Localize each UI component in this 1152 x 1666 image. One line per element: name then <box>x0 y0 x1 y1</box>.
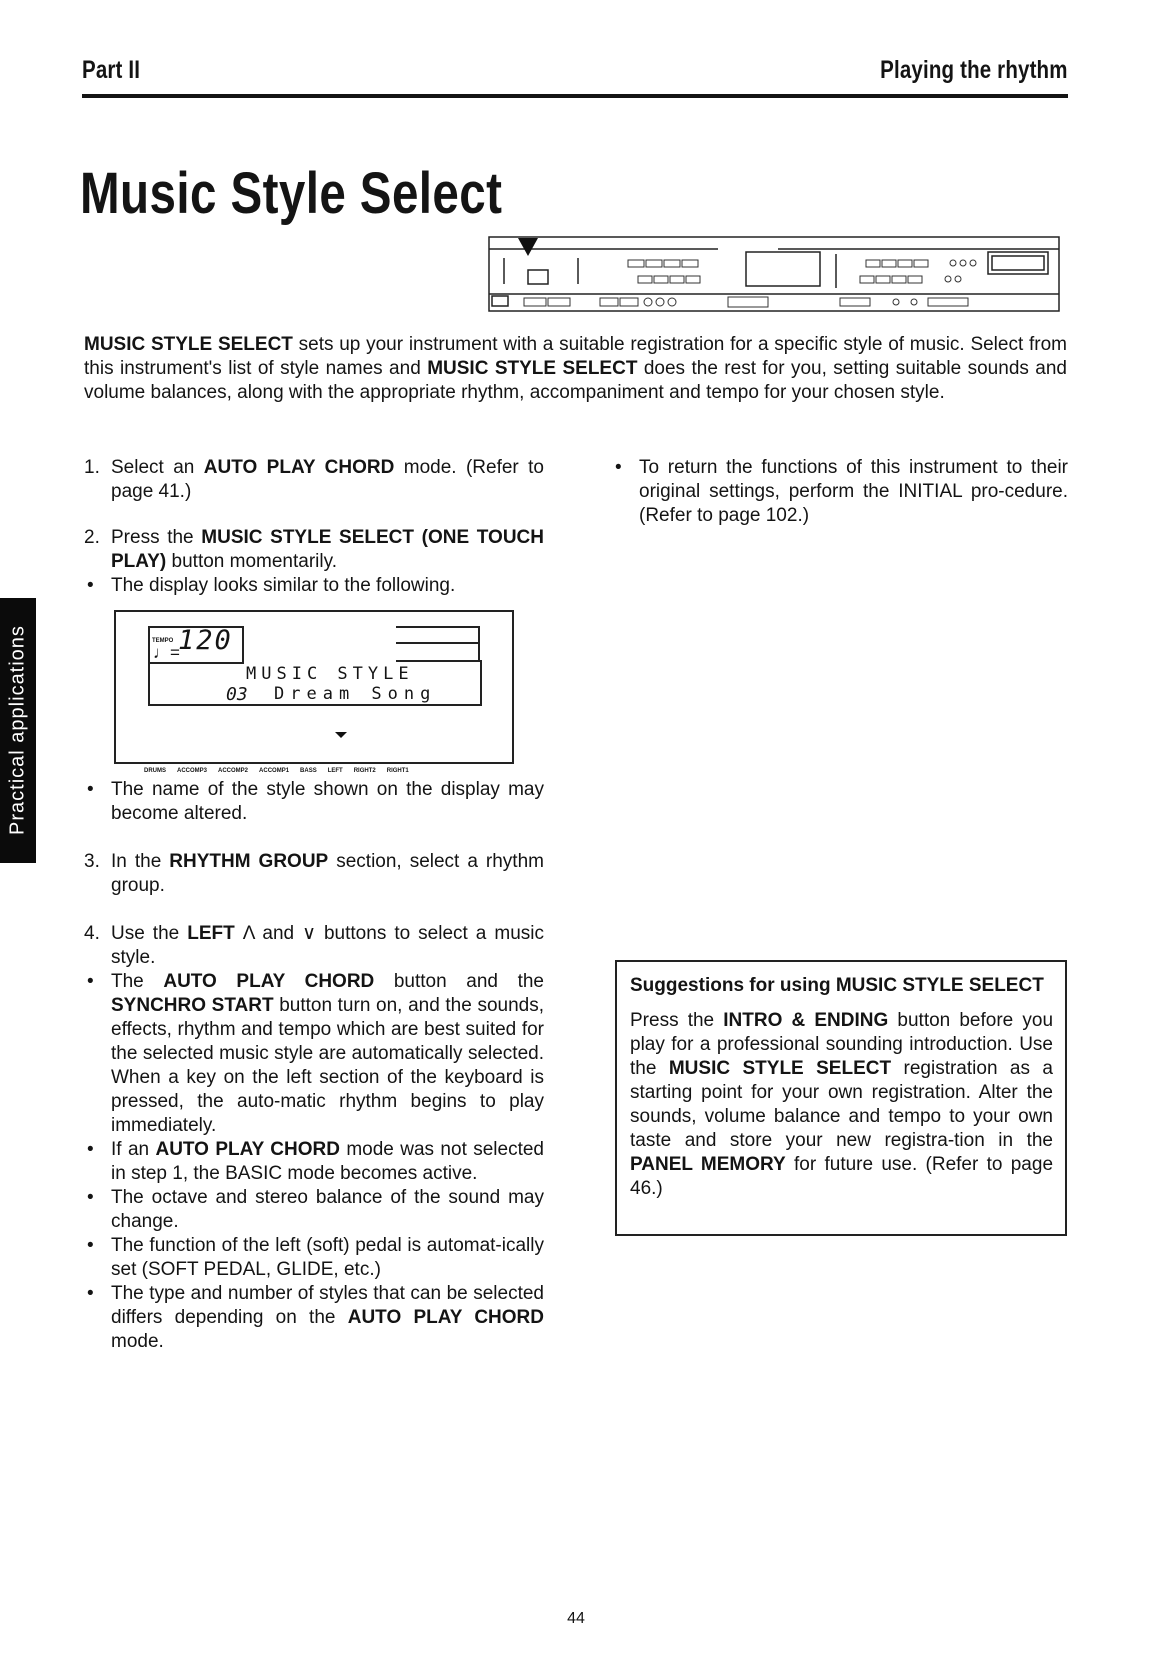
step-4: 4. Use the LEFT Λ and ∨ buttons to select a music style. <box>84 923 544 968</box>
step-3: 3. In the RHYTHM GROUP section, select a rhythm group. <box>84 851 544 896</box>
step-4-bullet-3: • The octave and stereo balance of the sound may change. <box>84 1186 544 1234</box>
step-4-bullet-5: • The type and number of styles that can be selected differs depending on the AUTO PLAY CHORD mode. <box>84 1282 544 1354</box>
suggestions-box <box>615 960 1067 1236</box>
header-section: Playing the rhythm <box>880 56 1068 84</box>
step-2: 2. Press the MUSIC STYLE SELECT (ONE TOUCH PLAY) button momentarily. <box>84 527 544 572</box>
header-part: Part II <box>82 56 141 84</box>
step-number: 3. <box>84 851 100 872</box>
display-note-bullet: • The name of the style shown on the display may become altered. <box>84 778 544 826</box>
side-tab-label: Practical applications <box>6 625 29 835</box>
left-column <box>84 456 544 1354</box>
quarter-note-icon: ♩= <box>153 643 180 662</box>
suggestions-body: Press the INTRO & ENDING button before you play for a professional sounding introduction. Use the MUSIC STYLE SELECT registration as a starting point for your own registration. Alter the sounds, volume balance and tempo to your own taste and store your new registra-tion in the PANEL MEMORY for future use. (Refer to page 46.) <box>630 1010 1054 1199</box>
lcd-style-name: Dream Song <box>274 684 437 704</box>
pointer-triangle-icon <box>335 732 347 738</box>
step-4-bullet-4: • The function of the left (soft) pedal is automat-ically set (SOFT PEDAL, GLIDE, etc.) <box>84 1234 544 1282</box>
lcd-style-number: 03 <box>226 684 248 705</box>
step-1: 1. Select an AUTO PLAY CHORD mode. (Refer to page 41.) <box>84 457 545 502</box>
right-column <box>612 456 1068 528</box>
lcd-part-labels: DRUMS ACCOMP3 ACCOMP2 ACCOMP1 BASS LEFT RIGHT2 RIGHT1 <box>144 768 409 774</box>
lcd-tempo-value: 120 <box>178 625 233 656</box>
lcd-text-area <box>148 660 482 706</box>
page-number: 44 <box>567 1610 585 1627</box>
lcd-display <box>114 610 514 774</box>
suggestions-title: Suggestions for using MUSIC STYLE SELECT <box>630 975 1044 996</box>
initial-procedure-bullet: • To return the functions of this instrument to their original settings, perform the INITIAL pro-cedure. (Refer to page 102.) <box>612 456 1068 528</box>
side-tab <box>0 598 36 863</box>
step-2-bullet: • The display looks similar to the following. <box>84 574 544 598</box>
step-number: 1. <box>84 457 100 478</box>
lcd-tempo-label: TEMPO <box>152 638 174 644</box>
intro-paragraph: MUSIC STYLE SELECT sets up your instrument with a suitable registration for a specific style of music. Select from this instrument's list of style names and MUSIC STYLE SELECT does the rest for you, setting suitable sounds and volume balances, along with the appropriate rhythm, accompaniment and tempo for your chosen style. <box>84 334 1067 403</box>
control-panel-diagram <box>488 236 1060 312</box>
lcd-tempo-box <box>148 626 244 664</box>
lcd-status-box <box>396 626 480 662</box>
page-title: Music Style Select <box>80 161 503 226</box>
step-4-bullet-2: • If an AUTO PLAY CHORD mode was not selected in step 1, the BASIC mode becomes active. <box>84 1138 544 1186</box>
step-4-bullet-1: • The AUTO PLAY CHORD button and the SYNCHRO START button turn on, and the sounds, effects, rhythm and tempo which are best suited for the selected music style are automatically selected. When a key on the left section of the keyboard is pressed, the auto-matic rhythm begins to play immediately. <box>84 970 544 1138</box>
lcd-mode-text: MUSIC STYLE <box>246 664 414 684</box>
header-rule <box>82 94 1068 98</box>
step-number: 4. <box>84 923 100 944</box>
step-number: 2. <box>84 527 100 548</box>
